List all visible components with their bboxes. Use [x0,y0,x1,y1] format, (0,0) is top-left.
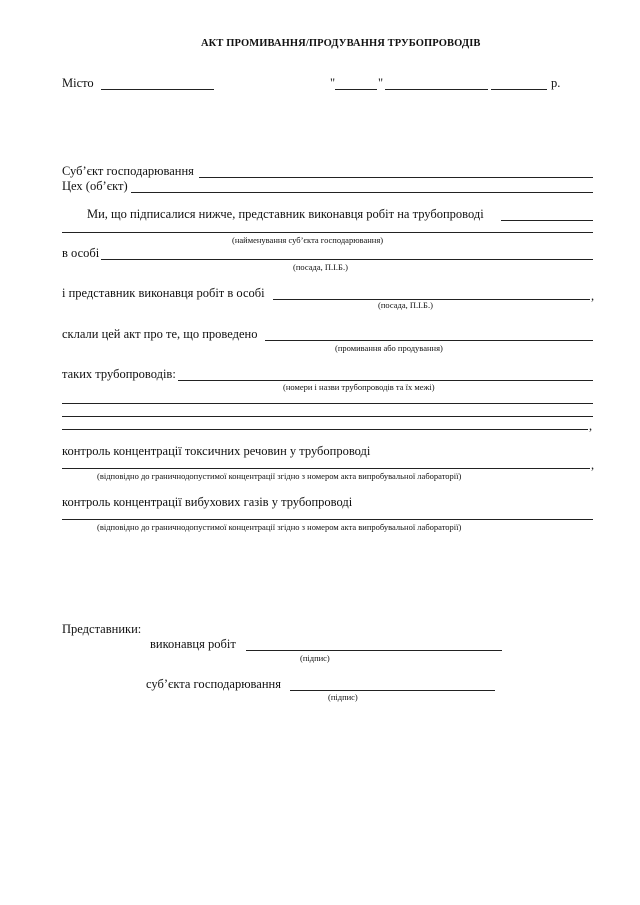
hint-operation: (промивання або продування) [335,343,443,353]
act-label: склали цей акт про те, що проведено [62,327,258,341]
hint-sign-1: (підпис) [300,653,330,663]
date-month-field[interactable] [385,89,488,90]
contractor-signature-field[interactable] [246,650,502,651]
subject-name-field[interactable] [62,232,593,233]
subject-sign-label: суб’єкта господарювання [146,677,281,691]
pipelines-field-2[interactable] [62,403,593,404]
date-quote-close: " [378,76,384,90]
workshop-field[interactable] [131,192,593,193]
city-label: Місто [62,76,94,90]
pipeline-contractor-field[interactable] [501,220,593,221]
person-label: в особі [62,246,100,260]
city-field[interactable] [101,89,214,90]
hint-toxic: (відповідно до граничнодопустимої концентрації згідно з номером акта випробувальної лабораторії) [97,471,462,481]
hint-pipelines: (номери і назви трубопроводів та їх межі) [283,382,435,392]
comma-2: , [589,419,593,433]
subject-field[interactable] [199,177,593,178]
hint-sign-2: (підпис) [328,692,358,702]
document-title: АКТ ПРОМИВАННЯ/ПРОДУВАННЯ ТРУБОПРОВОДІВ [201,38,481,49]
date-year-field[interactable] [491,89,547,90]
contractor-sign-label: виконавця робіт [150,637,236,651]
comma-3: , [591,458,595,472]
subject-signature-field[interactable] [290,690,495,691]
date-day-field[interactable] [335,89,377,90]
pipelines-label: таких трубопроводів: [62,367,176,381]
representatives-label: Представники: [62,622,142,636]
comma-1: , [591,289,595,303]
subject-label: Суб’єкт господарювання [62,164,194,178]
date-quote-open: " [330,76,336,90]
pipelines-field-3[interactable] [62,416,593,417]
contractor-label: і представник виконавця робіт в особі [62,286,265,300]
hint-position-2: (посада, П.І.Б.) [378,300,433,310]
hint-subject-name: (найменування суб’єкта господарювання) [232,235,384,245]
pipelines-field[interactable] [178,380,593,381]
pipelines-field-4[interactable] [62,429,588,430]
year-suffix: р. [551,76,561,90]
hint-explosive: (відповідно до граничнодопустимої концентрації згідно з номером акта випробувальної лабораторії) [97,522,462,532]
person-field[interactable] [101,259,593,260]
toxic-label: контроль концентрації токсичних речовин у трубопроводі [62,444,371,458]
toxic-field[interactable] [62,468,590,469]
hint-position-1: (посада, П.І.Б.) [293,262,348,272]
explosive-field[interactable] [62,519,593,520]
explosive-label: контроль концентрації вибухових газів у трубопроводі [62,495,353,509]
workshop-label: Цех (об’єкт) [62,179,128,193]
operation-field[interactable] [265,340,593,341]
intro-text: Ми, що підписалися нижче, представник виконавця робіт на трубопроводі [87,207,484,221]
